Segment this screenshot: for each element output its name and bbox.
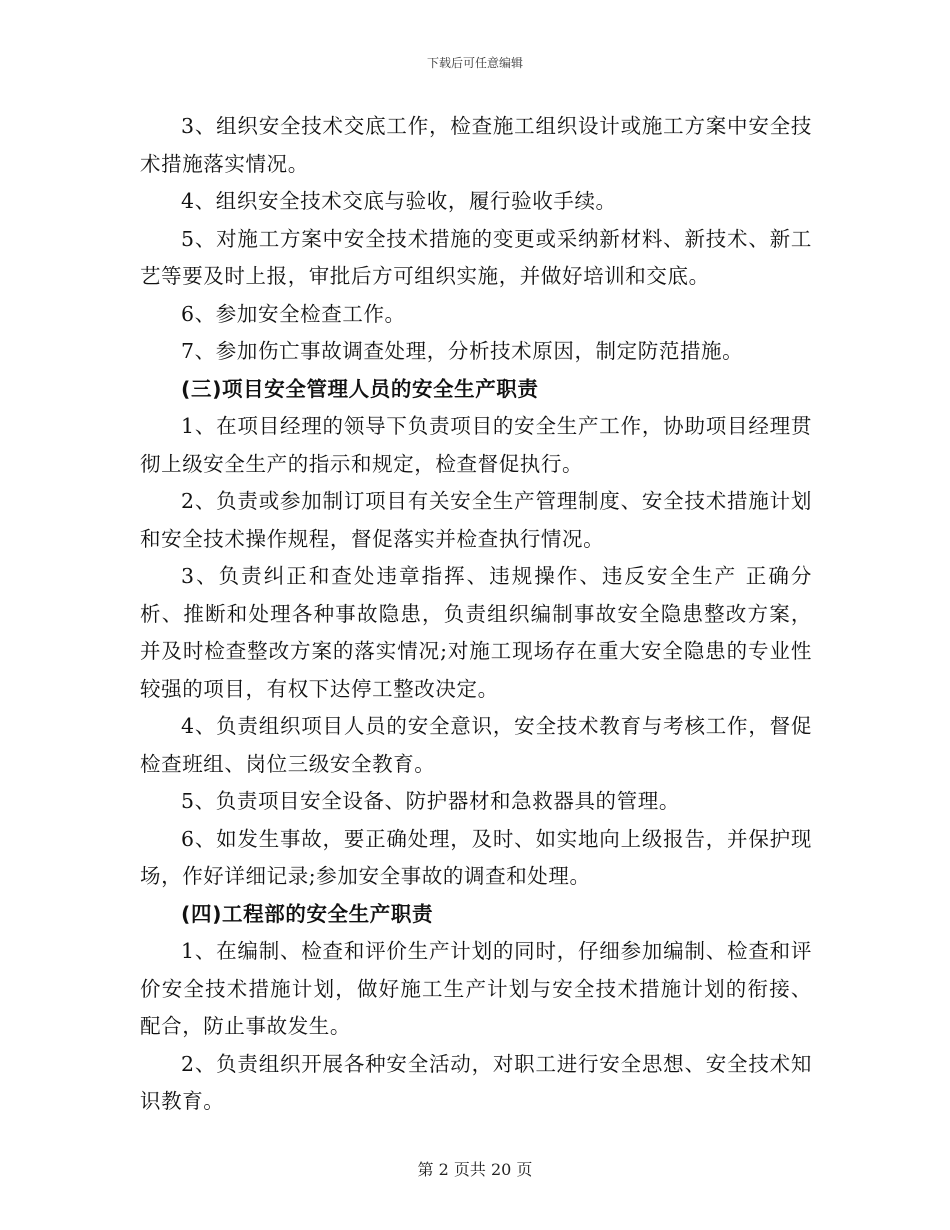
paragraph-item-7: 7、参加伤亡事故调查处理，分析技术原因，制定防范措施。: [181, 339, 744, 363]
page-header: 下载后可任意编辑: [426, 56, 523, 70]
paragraph-item-5b: 5、负责项目安全设备、防护器材和急救器具的管理。: [181, 789, 680, 813]
section-heading-3: (三)项目安全管理人员的安全生产职责: [181, 376, 539, 401]
page-footer: 第 2 页共 20 页: [417, 1160, 533, 1179]
paragraph-item-2c: 2、负责组织开展各种安全活动，对职工进行安全思想、安全技术知识教育。: [140, 1051, 812, 1113]
paragraph-item-6: 6、参加安全检查工作。: [181, 301, 406, 326]
paragraph-item-3b: 3、负责纠正和查处违章指挥、违规操作、违反安全生产 正确分析、推断和处理各种事故隐患，负责组织编制事故安全隐患整改方案，并及时检查整改方案的落实情况;对施工现场存在重大安全隐患的专业性较强的项目，有权下达停工整改决定。: [140, 564, 812, 701]
document-body: [140, 108, 812, 1121]
paragraph-item-4b: 4、负责组织项目人员的安全意识，安全技术教育与考核工作，督促检查班组、岗位三级安全教育。: [140, 714, 812, 776]
paragraph-item-1: 1、在项目经理的领导下负责项目的安全生产工作，协助项目经理贯彻上级安全生产的指示和规定，检查督促执行。: [140, 414, 812, 476]
paragraph-item-1c: 1、在编制、检查和评价生产计划的同时，仔细参加编制、检查和评价安全技术措施计划，做好施工生产计划与安全技术措施计划的衔接、配合，防止事故发生。: [140, 939, 812, 1038]
section-heading-4: (四)工程部的安全生产职责: [181, 901, 434, 926]
paragraph-item-2: 2、负责或参加制订项目有关安全生产管理制度、安全技术措施计划和安全技术操作规程，督促落实并检查执行情况。: [140, 489, 812, 551]
paragraph-item-4: 4、组织安全技术交底与验收，履行验收手续。: [181, 189, 617, 213]
paragraph-item-5: 5、对施工方案中安全技术措施的变更或采纳新材料、新技术、新工艺等要及时上报，审批后方可组织实施，并做好培训和交底。: [140, 226, 812, 288]
paragraph-item-3: 3、组织安全技术交底工作，检查施工组织设计或施工方案中安全技术措施落实情况。: [140, 114, 812, 176]
paragraph-item-6b: 6、如发生事故，要正确处理，及时、如实地向上级报告，并保护现场，作好详细记录;参加安全事故的调查和处理。: [140, 826, 812, 888]
